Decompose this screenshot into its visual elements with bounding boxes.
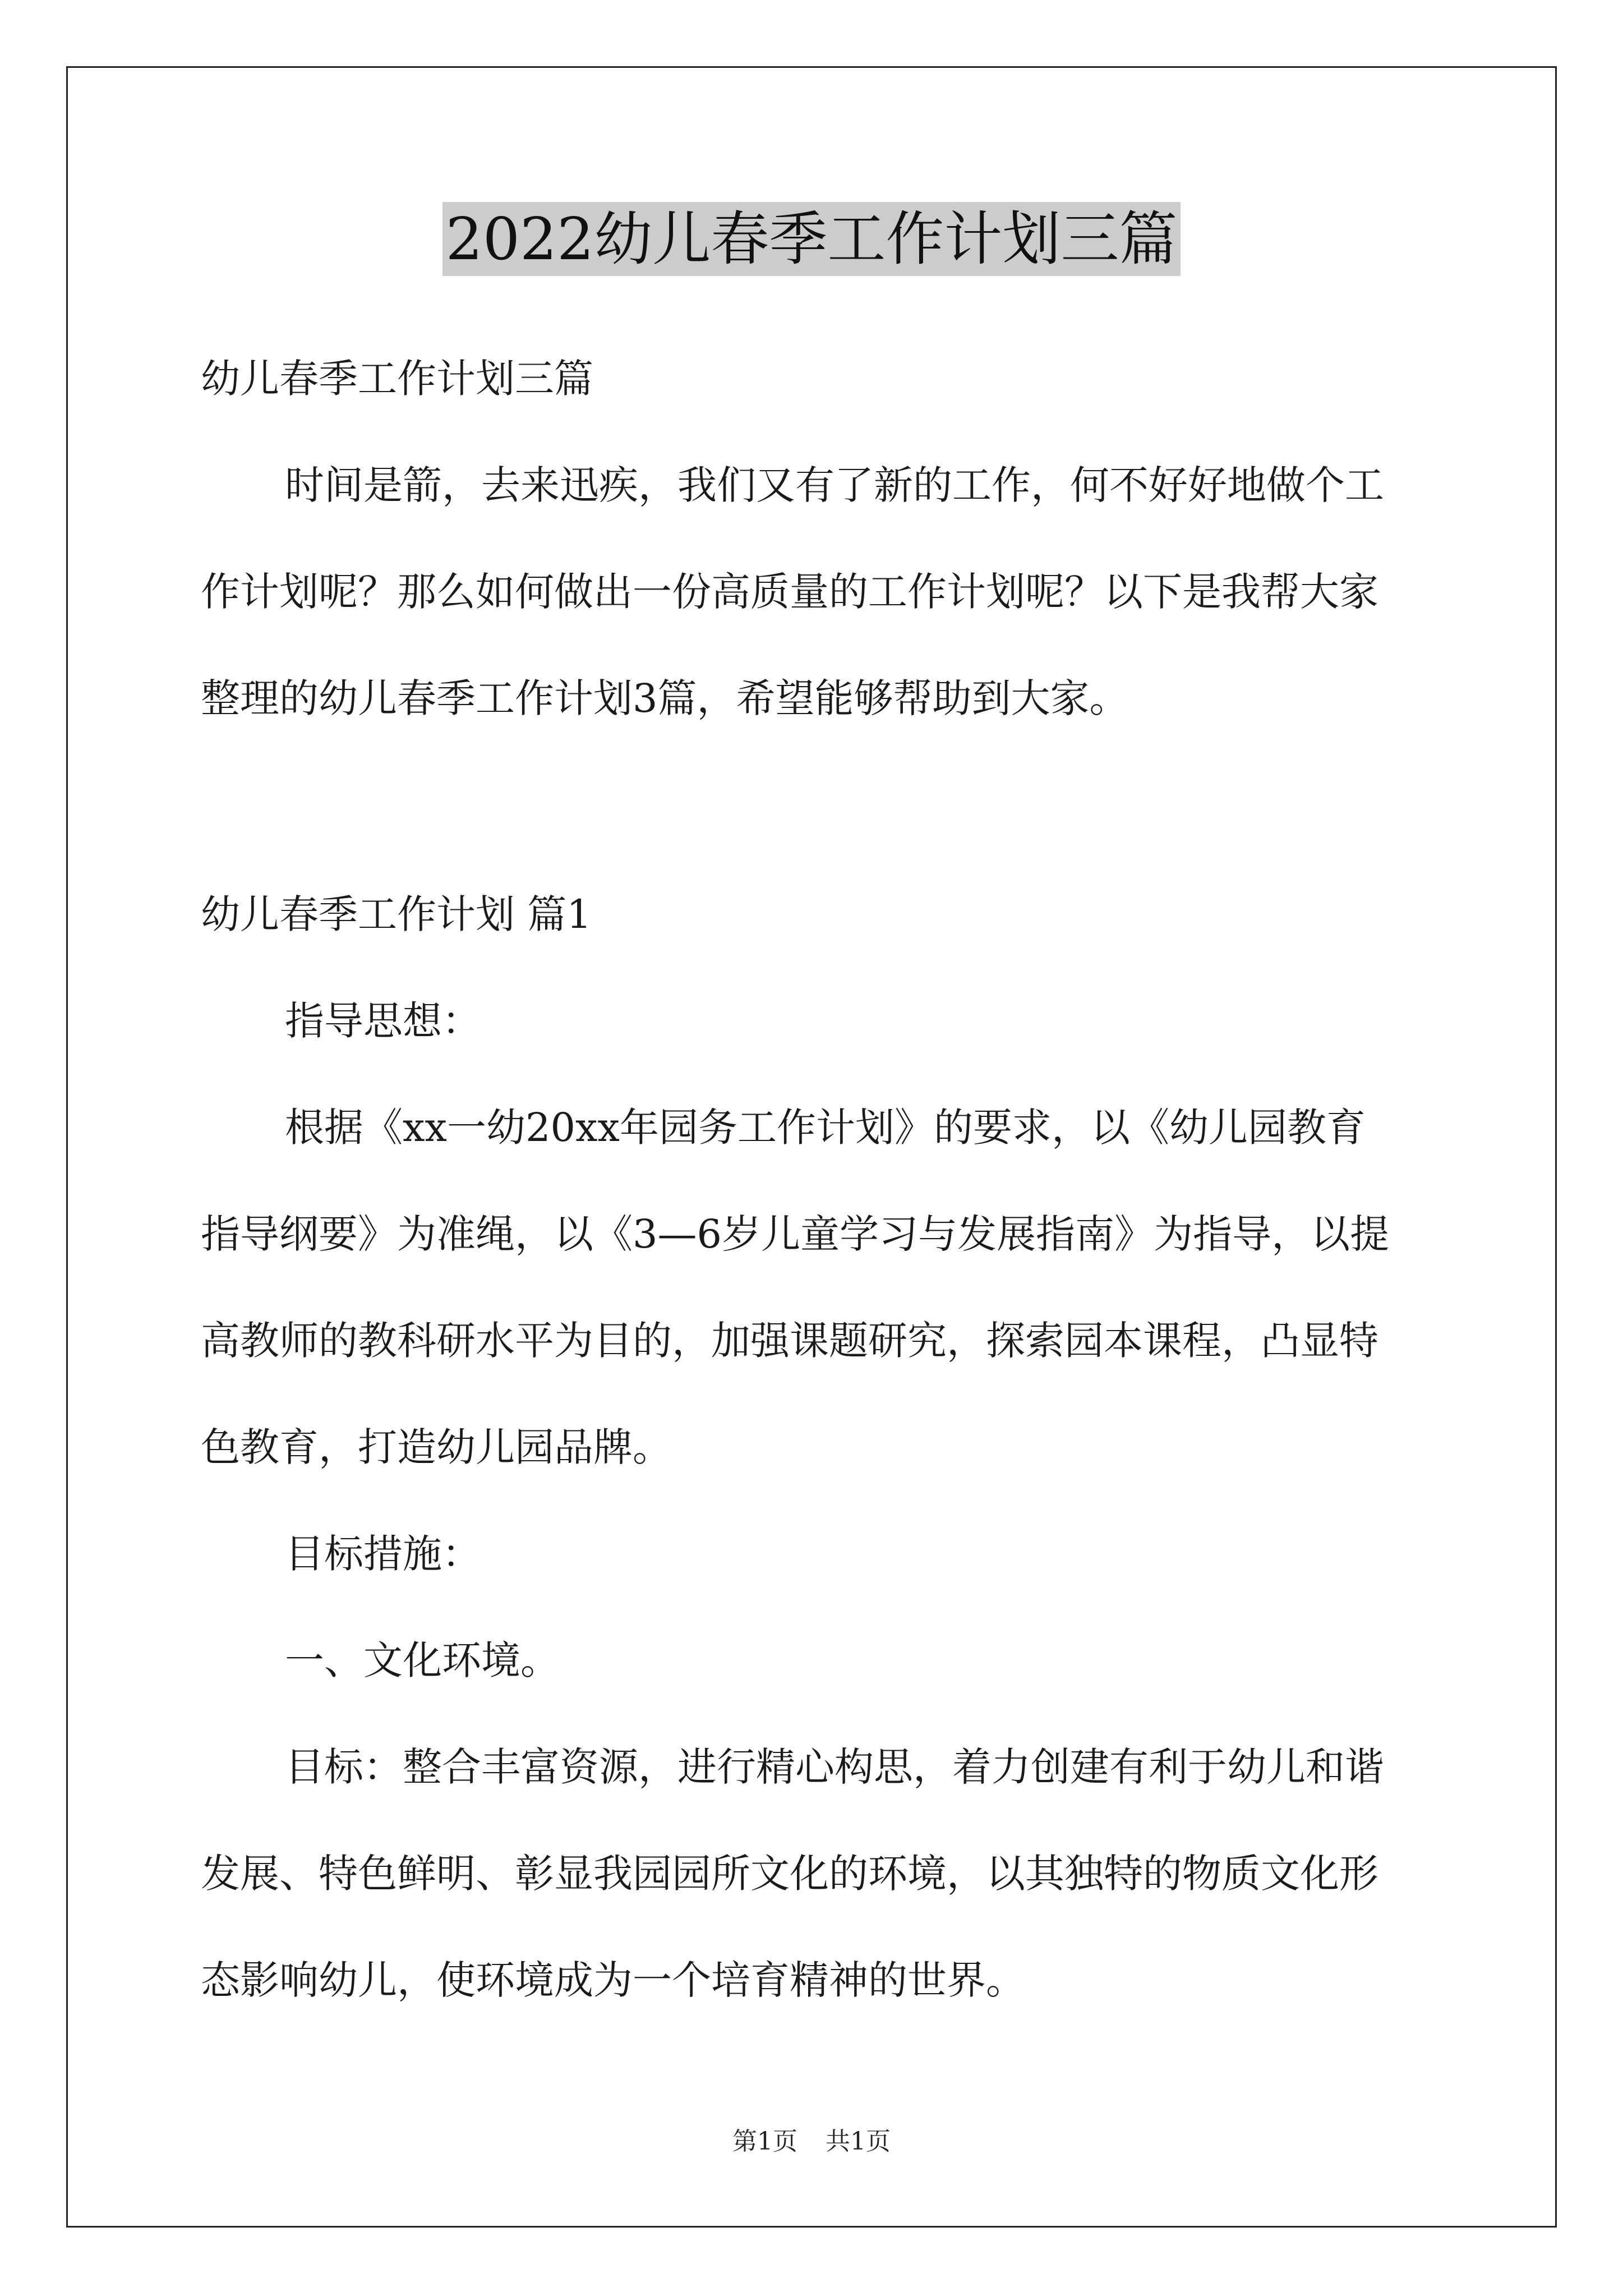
- guiding-line-4: 色教育，打造幼儿园品牌。: [201, 1424, 672, 1470]
- page-number-current: 第1页: [732, 2127, 797, 2156]
- goal-line-2: 发展、特色鲜明、彰显我园园所文化的环境，以其独特的物质文化形: [201, 1851, 1378, 1897]
- intro-line-3: 整理的幼儿春季工作计划3篇，希望能够帮助到大家。: [201, 675, 1129, 721]
- measures-heading: 目标措施：: [285, 1531, 481, 1577]
- guiding-line-2: 指导纲要》为准绳，以《3—6岁儿童学习与发展指南》为指导，以提: [201, 1211, 1390, 1257]
- goal-line-1: 目标：整合丰富资源，进行精心构思，着力创建有利于幼儿和谐: [285, 1744, 1384, 1790]
- page-footer: [0, 2125, 1623, 2159]
- intro-line-1: 时间是箭，去来迅疾，我们又有了新的工作，何不好好地做个工: [285, 462, 1384, 508]
- guiding-line-3: 高教师的教科研水平为目的，加强课题研究，探索园本课程，凸显特: [201, 1318, 1378, 1364]
- intro-line-2: 作计划呢？那么如何做出一份高质量的工作计划呢？以下是我帮大家: [201, 569, 1378, 615]
- subtitle-line: 幼儿春季工作计划三篇: [201, 356, 593, 402]
- document-title: 2022幼儿春季工作计划三篇: [442, 202, 1181, 276]
- section-heading: 幼儿春季工作计划 篇1: [201, 891, 592, 937]
- page-number-total: 共1页: [826, 2127, 891, 2156]
- goal-line-3: 态影响幼儿，使环境成为一个培育精神的世界。: [201, 1957, 1025, 2003]
- title-block: [0, 202, 1623, 276]
- culture-heading: 一、文化环境。: [285, 1637, 560, 1683]
- guiding-line-1: 根据《xx一幼20xx年园务工作计划》的要求，以《幼儿园教育: [285, 1105, 1366, 1151]
- guiding-heading: 指导思想：: [285, 998, 481, 1044]
